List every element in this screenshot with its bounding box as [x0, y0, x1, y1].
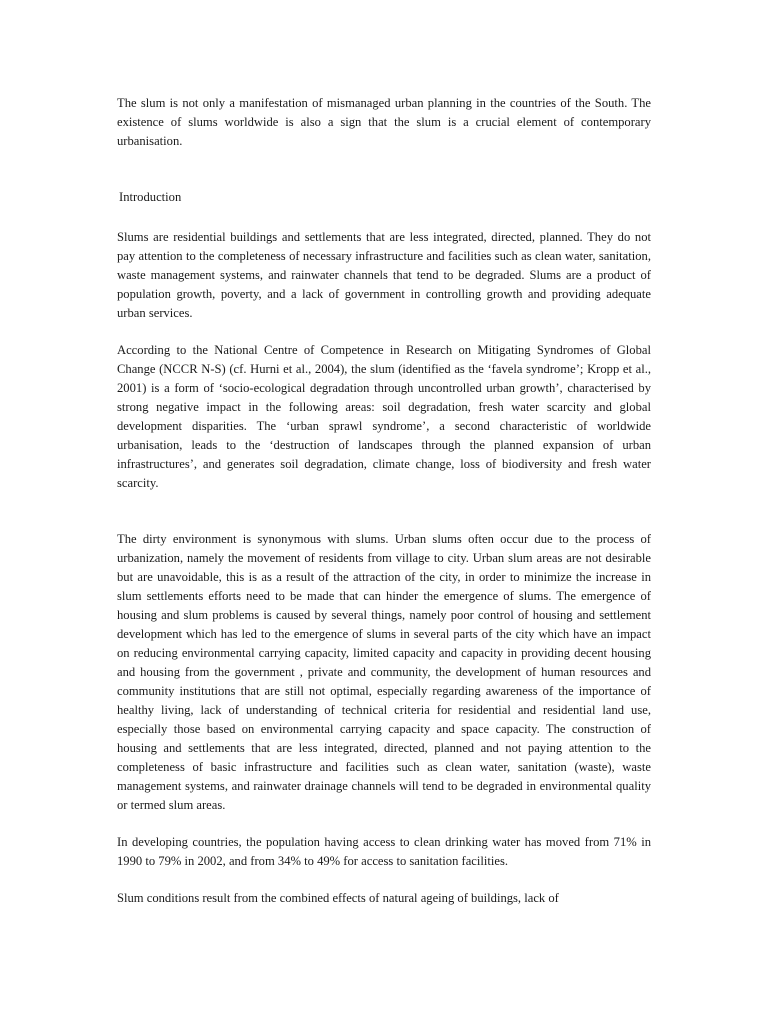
- lead-paragraph: The slum is not only a manifestation of mismanaged urban planning in the countries of the South. The existence of slums worldwide is also a sign that the slum is a crucial element of contemporary urbanisation.: [117, 96, 651, 148]
- body-paragraph-slum-conditions: Slum conditions result from the combined effects of natural ageing of buildings, lack of: [117, 891, 559, 905]
- body-paragraph-slum-definition: Slums are residential buildings and settlements that are less integrated, directed, planned. They do not pay attention to the completeness of necessary infrastructure and facilities such as clean water, sanitation, waste management systems, and rainwater channels that tend to be degraded. Slums are a product of population growth, poverty, and a lack of government in controlling growth and providing adequate urban services.: [117, 230, 651, 320]
- section-heading-introduction: Introduction: [119, 190, 182, 204]
- body-paragraph-nccr: According to the National Centre of Competence in Research on Mitigating Syndromes of Global Change (NCCR N-S) (cf. Hurni et al., 2004), the slum (identified as the ‘favela syndrome’; Kropp et al., 2001) is a form of ‘socio-ecological degradation through uncontrolled urban growth’, characterised by strong negative impact in the following areas: soil degradation, fresh water scarcity and global development disparities. The ‘urban sprawl syndrome’, a second characteristic of worldwide urbanisation, leads to the ‘destruction of landscapes through the planned expansion of urban infrastructures’, and generates soil degradation, climate change, loss of biodiversity and fresh water scarcity.: [117, 343, 651, 490]
- body-paragraph-developing-countries: In developing countries, the population having access to clean drinking water has moved from 71% in 1990 to 79% in 2002, and from 34% to 49% for access to sanitation facilities.: [117, 835, 651, 868]
- body-paragraph-dirty-environment: The dirty environment is synonymous with slums. Urban slums often occur due to the process of urbanization, namely the movement of residents from village to city. Urban slum areas are not desirable but are unavoidable, this is as a result of the attraction of the city, in order to minimize the increase in slum settlements efforts need to be made that can hinder the emergence of slums. The emergence of housing and slum problems is caused by several things, namely poor control of housing and settlement development which has led to the emergence of slums in several parts of the city which have an impact on reducing environmental carrying capacity, limited capacity and capacity in providing decent housing and housing from the government , private and community, the development of human resources and community institutions that are still not optimal, especially regarding awareness of the importance of healthy living, lack of understanding of technical criteria for residential and residential land use, especially those based on environmental carrying capacity and space capacity. The construction of housing and settlements that are less integrated, directed, planned and not paying attention to the completeness of basic infrastructure and facilities such as clean water, sanitation (waste), waste management systems, and rainwater drainage channels will tend to be degraded in environmental quality or termed slum areas.: [117, 532, 651, 812]
- document-page: [117, 94, 651, 908]
